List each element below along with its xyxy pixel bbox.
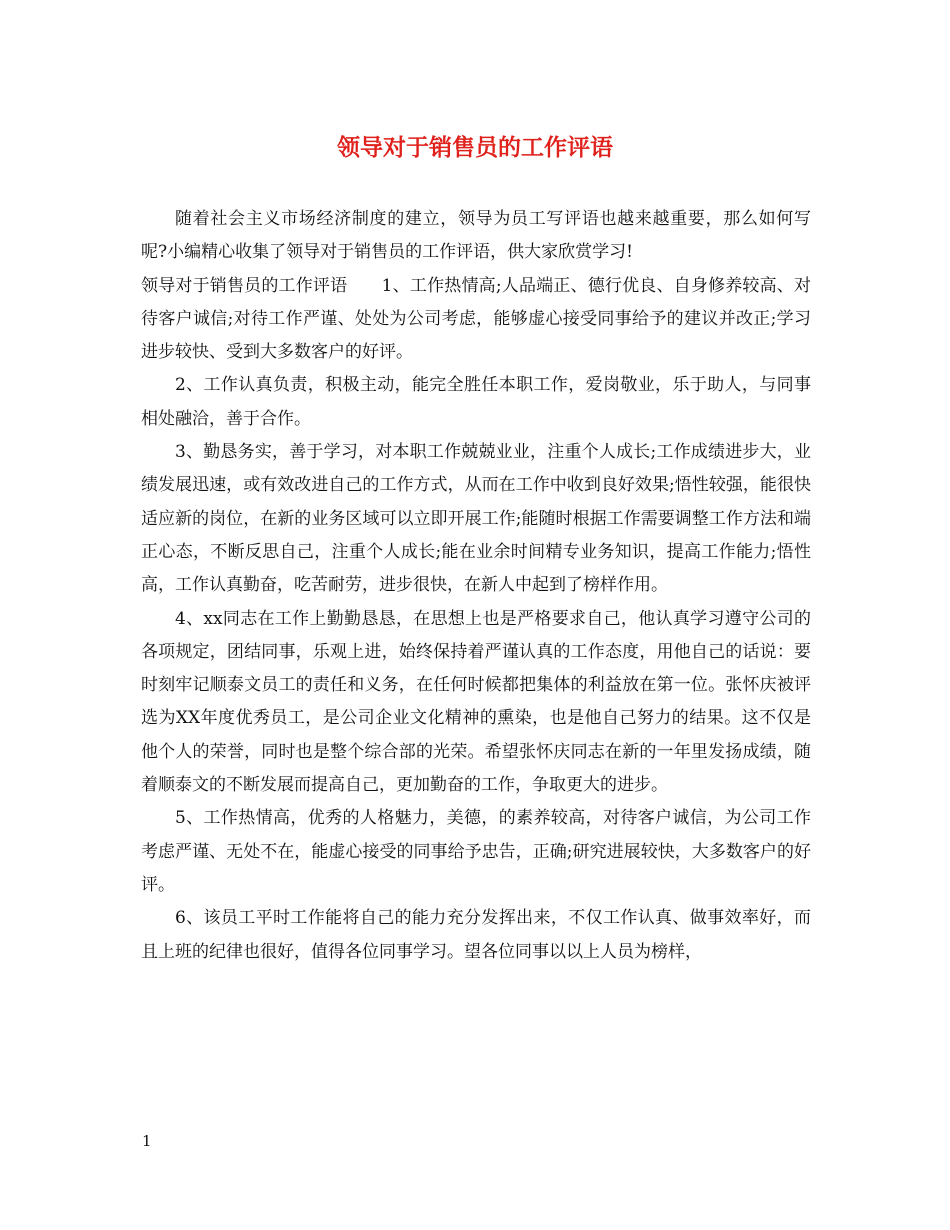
paragraph-item-3: 3、勤恳务实，善于学习，对本职工作兢兢业业，注重个人成长;工作成绩进步大，业绩发展迅速，或有效改进自己的工作方式，从而在工作中收到良好效果;悟性较强，能很快适应新的岗位，在新的业务区域可以立即开展工作;能随时根据工作需要调整工作方法和端正心态，不断反思自己，注重个人成长;能在业余时间精专业务知识，提高工作能力;悟性高，工作认真勤奋，吃苦耐劳，进步很快，在新人中起到了榜样作用。	[141, 442, 811, 596]
paragraph-item-4: 4、xx同志在工作上勤勤恳恳，在思想上也是严格要求自己，他认真学习遵守公司的各项规定，团结同事，乐观上进，始终保持着严谨认真的工作态度，用他自己的话说：要时刻牢记顺泰文员工的责任和义务，在任何时候都把集体的利益放在第一位。张怀庆被评选为XX年度优秀员工，是公司企业文化精神的熏染，也是他自己努力的结果。这不仅是他个人的荣誉，同时也是整个综合部的光荣。希望张怀庆同志在新的一年里发扬成绩，随着顺泰文的不断发展而提高自己，更加勤奋的工作，争取更大的进步。	[141, 608, 811, 796]
paragraph-intro: 随着社会主义市场经济制度的建立，领导为员工写评语也越来越重要，那么如何写呢?小编精心收集了领导对于销售员的工作评语，供大家欣赏学习!	[141, 209, 811, 263]
paragraph-item-2: 2、工作认真负责，积极主动，能完全胜任本职工作，爱岗敬业，乐于助人，与同事相处融洽，善于合作。	[141, 375, 811, 429]
paragraph-item-6: 6、该员工平时工作能将自己的能力充分发挥出来，不仅工作认真、做事效率好，而且上班的纪律也很好，值得各位同事学习。望各位同事以以上人员为榜样，	[141, 908, 811, 962]
page-number: 1	[142, 1132, 152, 1150]
paragraph-item-1: 领导对于销售员的工作评语 1、工作热情高;人品端正、德行优良、自身修养较高、对待客户诚信;对待工作严谨、处处为公司考虑，能够虚心接受同事给予的建议并改正;学习进步较快、受到大多数客户的好评。	[141, 275, 811, 363]
document-title: 领导对于销售员的工作评语	[337, 134, 613, 161]
document-body	[141, 203, 811, 969]
paragraph-item-5: 5、工作热情高，优秀的人格魅力，美德，的素养较高，对待客户诚信，为公司工作考虑严谨、无处不在，能虚心接受的同事给予忠告，正确;研究进展较快，大多数客户的好评。	[141, 808, 811, 895]
